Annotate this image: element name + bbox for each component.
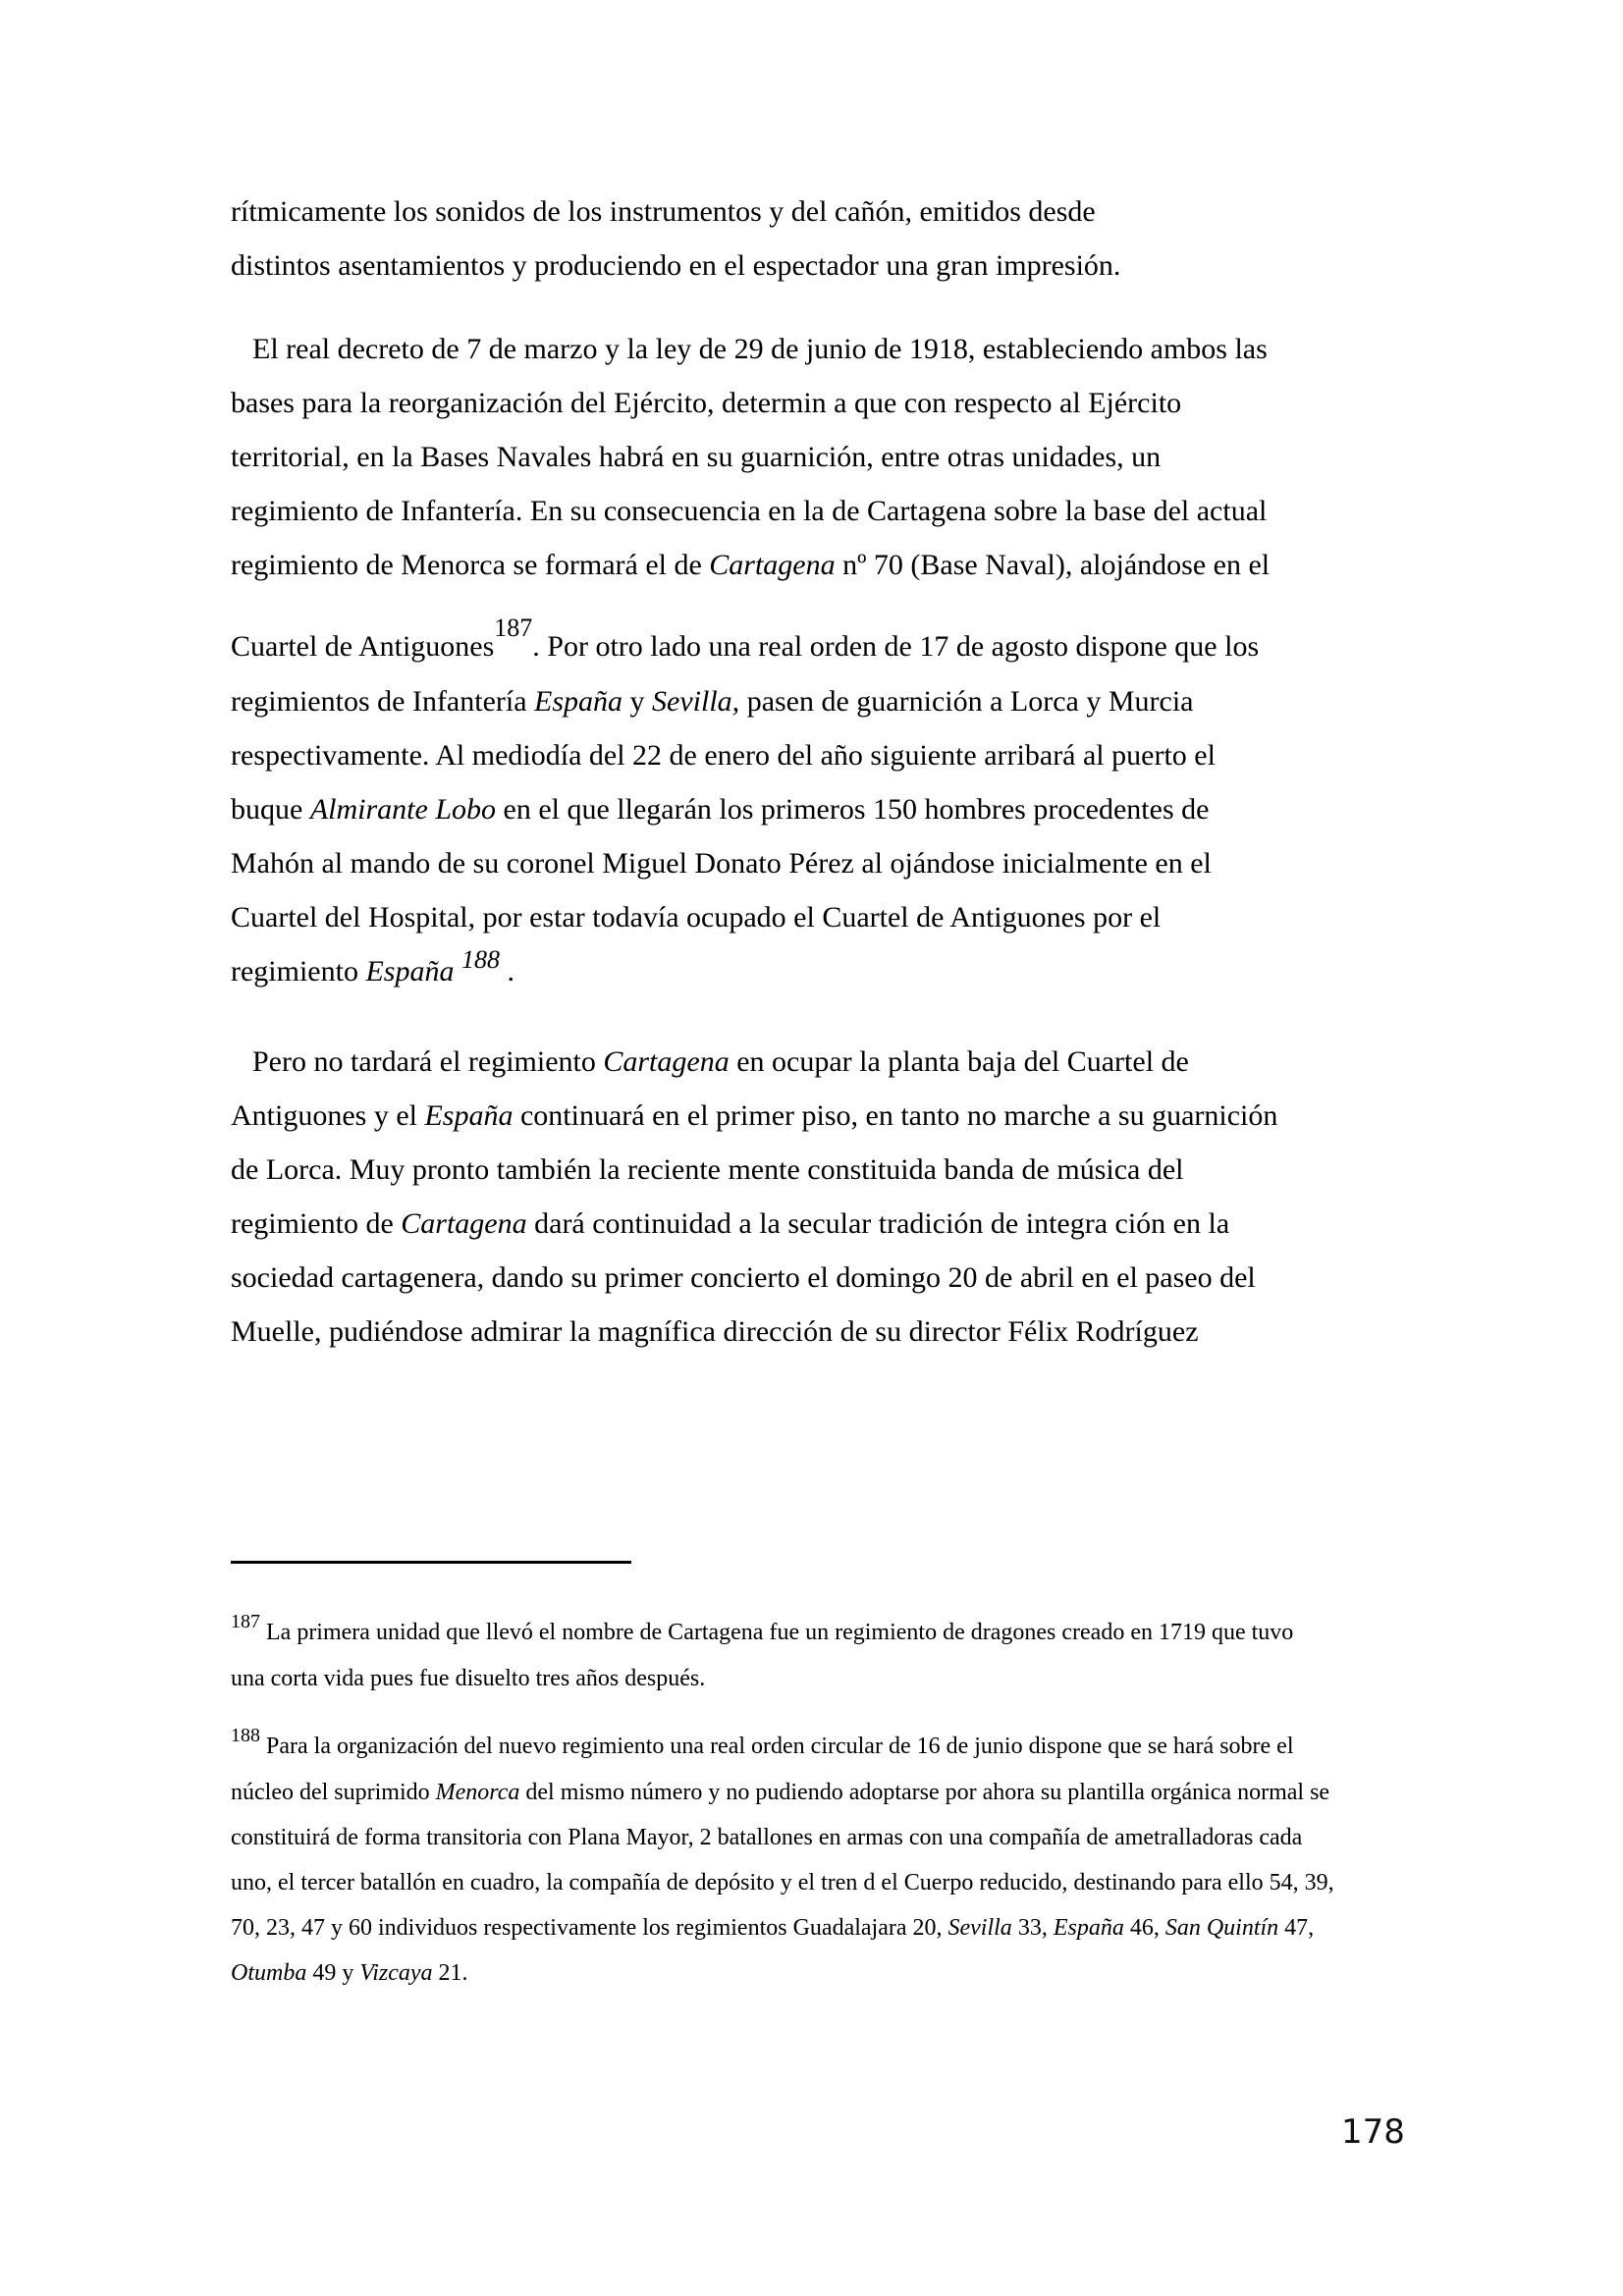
text-run: rítmicamente los sonidos de los instrumentos y del cañón, emitidos desde bbox=[231, 195, 1096, 228]
text-run: regimiento bbox=[231, 955, 366, 988]
text-run: Cuartel de Antiguones bbox=[231, 630, 495, 663]
text-line bbox=[231, 674, 1394, 728]
text-run: 33, bbox=[1011, 1915, 1054, 1941]
text-run: 21. bbox=[432, 1960, 468, 1986]
footnote-187 bbox=[231, 1610, 1404, 1701]
text-run: Pero no tardará el regimiento bbox=[252, 1045, 604, 1078]
text-run: en el que llegarán los primeros 150 hombres procedentes de bbox=[496, 793, 1210, 826]
text-run: 187 bbox=[494, 614, 533, 642]
text-line-with-footnote-ref bbox=[231, 614, 1394, 674]
text-run: de Lorca. Muy pronto también la reciente mente constituida banda de música del bbox=[231, 1153, 1184, 1186]
text-run: Cartagena bbox=[709, 549, 836, 581]
text-line-with-footnote-ref bbox=[231, 944, 1394, 999]
paragraph bbox=[231, 1035, 1394, 1359]
text-run: Muelle, pudiéndose admirar la magnífica dirección de su director Félix Rodríguez bbox=[231, 1315, 1199, 1348]
text-run: continuará en el primer piso, en tanto no marche a su guarnición bbox=[513, 1099, 1278, 1132]
text-run: Almirante Lobo bbox=[309, 793, 496, 826]
text-line bbox=[231, 538, 1394, 592]
text-run: España bbox=[424, 1099, 514, 1132]
text-run: 46, bbox=[1123, 1915, 1165, 1941]
text-run: y bbox=[622, 685, 653, 718]
footnote-separator bbox=[231, 1561, 631, 1564]
text-line bbox=[231, 430, 1394, 484]
footnote-188 bbox=[231, 1724, 1404, 1996]
text-run: La primera unidad que llevó el nombre de Cartagena fue un regimiento de dragones creado en 1719 que tuvo bbox=[260, 1620, 1294, 1645]
page-number: 178 bbox=[1341, 2112, 1405, 2152]
footnote-line bbox=[231, 1610, 1404, 1656]
text-line bbox=[231, 1305, 1394, 1359]
text-run: 188 bbox=[231, 1725, 260, 1746]
text-run: buque bbox=[231, 793, 310, 826]
text-run: núcleo del suprimido bbox=[231, 1780, 436, 1805]
paragraph bbox=[231, 322, 1394, 999]
text-line bbox=[231, 728, 1394, 782]
text-line bbox=[231, 782, 1394, 836]
text-run: distintos asentamientos y produciendo en el espectador una gran impresión. bbox=[231, 249, 1121, 282]
footnote-line bbox=[231, 1770, 1404, 1815]
footnote-line bbox=[231, 1905, 1404, 1950]
text-line bbox=[231, 890, 1394, 944]
text-run: Para la organización del nuevo regimiento una real orden circular de 16 de junio dispone que se hará sobre el bbox=[260, 1734, 1294, 1759]
text-line bbox=[231, 322, 1394, 376]
text-run: constituirá de forma transitoria con Plana Mayor, 2 batallones en armas con una compañía de ametralladoras cada bbox=[231, 1825, 1303, 1850]
text-run: 70, 23, 47 y 60 individuos respectivamente los regimientos Guadalajara 20, bbox=[231, 1915, 948, 1941]
footnote-line bbox=[231, 1860, 1404, 1905]
text-run: . Por otro lado una real orden de 17 de agosto dispone que los bbox=[532, 630, 1260, 663]
footnote-line bbox=[231, 1724, 1404, 1770]
text-run: regimiento de bbox=[231, 1207, 402, 1240]
text-run: Antiguones y el bbox=[231, 1099, 425, 1132]
text-run: del mismo número y no pudiendo adoptarse por ahora su plantilla orgánica normal se bbox=[519, 1780, 1330, 1805]
text-run: nº 70 (Base Naval), alojándose en el bbox=[835, 549, 1271, 581]
text-run: Mahón al mando de su coronel Miguel Donato Pérez al ojándose inicialmente en el bbox=[231, 847, 1212, 880]
text-run: España bbox=[1053, 1915, 1124, 1941]
text-line bbox=[231, 1143, 1394, 1197]
text-run: una corta vida pues fue disuelto tres años después. bbox=[231, 1666, 706, 1691]
text-line bbox=[231, 1251, 1394, 1305]
text-run: 49 y bbox=[306, 1960, 360, 1986]
text-run: Otumba bbox=[231, 1960, 307, 1986]
text-line bbox=[231, 1197, 1394, 1251]
text-run: 187 bbox=[231, 1611, 260, 1632]
text-run: España bbox=[365, 955, 461, 988]
text-line bbox=[231, 484, 1394, 538]
text-line bbox=[231, 1035, 1394, 1089]
text-run: uno, el tercer batallón en cuadro, la compañía de depósito y el tren d el Cuerpo reducido, destinando para ello 54, 39, bbox=[231, 1870, 1334, 1896]
text-run: regimientos de Infantería bbox=[231, 685, 535, 718]
footnote-line bbox=[231, 1950, 1404, 1996]
text-run: pasen de guarnición a Lorca y Murcia bbox=[739, 685, 1194, 718]
text-run: Cartagena bbox=[401, 1207, 527, 1240]
paragraph bbox=[231, 185, 1394, 293]
footnote-line bbox=[231, 1815, 1404, 1860]
text-line bbox=[231, 836, 1394, 890]
text-run: Sevilla bbox=[947, 1915, 1012, 1941]
text-line bbox=[231, 1089, 1394, 1143]
text-run: regimiento de Menorca se formará el de bbox=[231, 549, 710, 581]
text-run: San Quintín bbox=[1164, 1915, 1279, 1941]
text-line bbox=[231, 376, 1394, 430]
text-run: respectivamente. Al mediodía del 22 de enero del año siguiente arribará al puerto el bbox=[231, 739, 1216, 772]
text-line bbox=[231, 185, 1394, 239]
footnote-line bbox=[231, 1656, 1404, 1701]
text-run: Menorca bbox=[435, 1780, 520, 1805]
text-run: Cartagena bbox=[603, 1045, 730, 1078]
text-run: España bbox=[534, 685, 623, 718]
text-run: en ocupar la planta baja del Cuartel de bbox=[729, 1045, 1189, 1078]
text-run: dará continuidad a la secular tradición de integra ción en la bbox=[526, 1207, 1230, 1240]
text-run: 188 bbox=[460, 945, 500, 974]
text-run: Vizcaya bbox=[359, 1960, 433, 1986]
text-run: 47, bbox=[1278, 1915, 1315, 1941]
text-run: bases para la reorganización del Ejército, determin a que con respecto al Ejército bbox=[231, 387, 1182, 419]
text-run: . bbox=[499, 955, 514, 988]
text-run: sociedad cartagenera, dando su primer concierto el domingo 20 de abril en el paseo del bbox=[231, 1261, 1256, 1294]
text-run: regimiento de Infantería. En su consecuencia en la de Cartagena sobre la base del actual bbox=[231, 495, 1268, 527]
text-line bbox=[231, 239, 1394, 293]
text-run: territorial, en la Bases Navales habrá en su guarnición, entre otras unidades, un bbox=[231, 441, 1162, 473]
text-run: Sevilla, bbox=[652, 685, 740, 718]
text-run: Cuartel del Hospital, por estar todavía ocupado el Cuartel de Antiguones por el bbox=[231, 901, 1162, 934]
text-run: El real decreto de 7 de marzo y la ley de 29 de junio de 1918, estableciendo ambos las bbox=[252, 333, 1268, 365]
